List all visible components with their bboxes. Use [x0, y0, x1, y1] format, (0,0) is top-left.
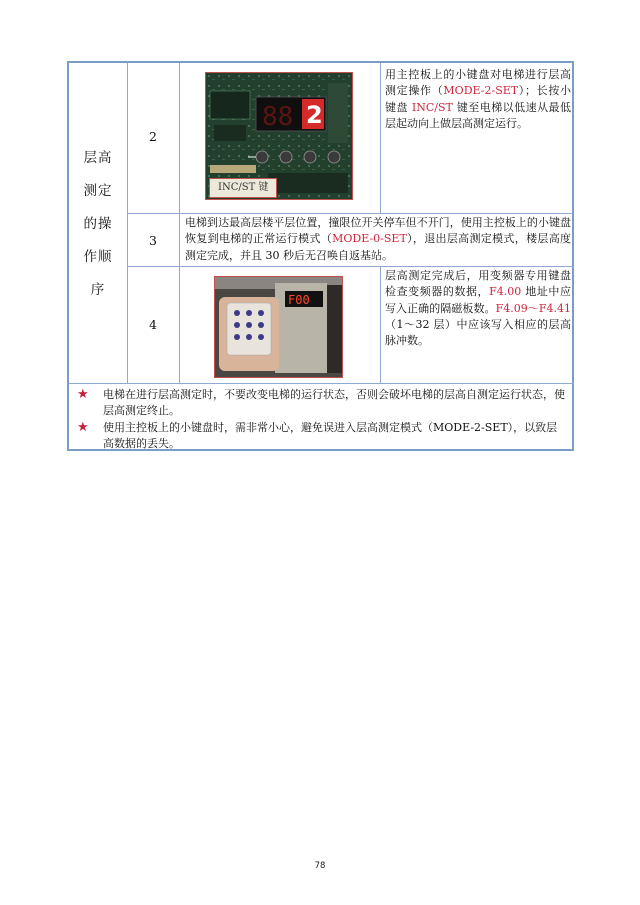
- page-number: 78: [314, 861, 326, 871]
- inverter-keypad-illustration: [215, 277, 342, 377]
- control-board-photo: [205, 72, 353, 200]
- grid-line: [127, 266, 574, 267]
- grid-line: [380, 63, 381, 213]
- step-description: 用主控板上的小键盘对电梯进行层高测定操作（MODE-2-SET）；长按小键盘 INC/ST 键至电梯以低速从最低层起动向上做层高测定运行。: [385, 68, 572, 130]
- inverter-keypad-photo: [214, 276, 343, 378]
- note-text: 电梯在进行层高测定时，不要改变电梯的运行状态，否则会破坏电梯的层高自测定运行状态，使层高测定终止。: [103, 388, 565, 418]
- step-description: 电梯到达最高层楼平层位置，撞限位开关停车但不开门，使用主控板上的小键盘恢复到电梯的正常运行模式（MODE-0-SET），退出层高测定模式，楼层高度测定完成，并且 30 秒后无召唤自返基站。: [185, 216, 572, 262]
- star-icon: ★: [77, 420, 89, 435]
- warning-note: [77, 420, 567, 453]
- step-number: 4: [149, 317, 157, 332]
- row-header-line: 序: [90, 281, 106, 298]
- image-caption: INC/ST 键: [209, 178, 277, 198]
- procedure-table: [67, 61, 574, 451]
- row-header-line: 层高: [83, 149, 113, 166]
- svg-text:88: 88: [262, 102, 294, 132]
- row-header-line: 作顺: [83, 248, 113, 265]
- grid-line: [380, 266, 381, 383]
- row-header-line: 的操: [83, 215, 113, 232]
- display-digit: 2: [306, 101, 323, 129]
- warning-note: [77, 387, 567, 420]
- row-header-line: 测定: [83, 182, 113, 199]
- grid-line: [179, 63, 180, 383]
- row-header: [69, 63, 127, 385]
- grid-line: [69, 383, 574, 384]
- grid-line: [127, 213, 574, 214]
- grid-line: [127, 63, 128, 383]
- star-icon: ★: [77, 387, 89, 402]
- step-number: 2: [149, 129, 157, 144]
- step-number: 3: [149, 233, 157, 248]
- keypad-display: F00: [288, 293, 310, 307]
- note-text: 使用主控板上的小键盘时，需非常小心，避免误进入层高测定模式（MODE-2-SET），以致层高数据的丢失。: [103, 421, 558, 451]
- step-description: 层高测定完成后，用变频器专用键盘检查变频器的数据，F4.00 地址中应写入正确的隔磁板数。F4.09～F4.41（1～32 层）中应该写入相应的层高脉冲数。: [385, 269, 571, 348]
